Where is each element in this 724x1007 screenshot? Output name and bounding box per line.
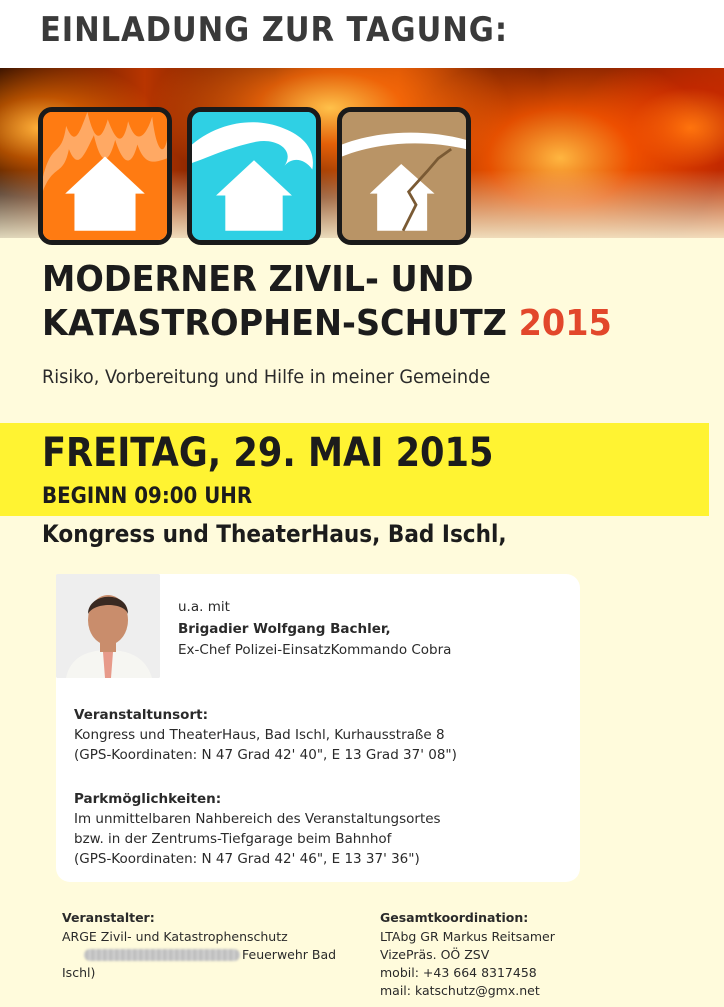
house-fire-icon	[38, 107, 172, 245]
parking-heading: Parkmöglichkeiten:	[74, 791, 222, 807]
organizer-line1: ARGE Zivil- und Katastrophenschutz	[62, 929, 288, 944]
speaker-intro: u.a. mit	[178, 599, 230, 615]
coordination-heading: Gesamtkoordination:	[380, 910, 529, 925]
speaker-photo	[56, 574, 160, 678]
speaker-name: Brigadier Wolfgang Bachler,	[178, 621, 391, 637]
organizer-heading: Veranstalter:	[62, 910, 155, 925]
main-title	[42, 258, 612, 346]
coordination-name: LTAbg GR Markus Reitsamer	[380, 929, 555, 944]
location-heading: Veranstaltunsort:	[74, 707, 208, 723]
subtitle: Risiko, Vorbereitung und Hilfe in meiner Gemeinde	[42, 366, 491, 388]
organizer-line3: Ischl)	[62, 965, 96, 980]
house-flood-icon	[187, 107, 321, 245]
redacted-text	[84, 949, 240, 961]
location-address: Kongress und TheaterHaus, Bad Ischl, Kurhausstraße 8	[74, 727, 445, 743]
main-title-year: 2015	[518, 303, 612, 344]
main-title-line2-text: KATASTROPHEN-SCHUTZ	[42, 303, 507, 344]
organizer-line2: Feuerwehr Bad	[242, 947, 337, 962]
coordination-title: VizePräs. OÖ ZSV	[380, 947, 490, 962]
speaker-role: Ex-Chef Polizei-EinsatzKommando Cobra	[178, 642, 452, 658]
event-venue: Kongress und TheaterHaus, Bad Ischl,	[42, 520, 507, 548]
main-title-line1: MODERNER ZIVIL- UND	[42, 259, 474, 300]
coordination-email: mail: katschutz@gmx.net	[380, 983, 540, 998]
coordination-phone: mobil: +43 664 8317458	[380, 965, 537, 980]
parking-gps: (GPS-Koordinaten: N 47 Grad 42' 46", E 13 37' 36")	[74, 851, 420, 867]
event-begin-time: BEGINN 09:00 UHR	[42, 484, 253, 509]
parking-line1: Im unmittelbaren Nahbereich des Veranstaltungsortes	[74, 811, 441, 827]
house-earthquake-icon	[337, 107, 471, 245]
main-title-line2	[42, 302, 612, 346]
location-gps: (GPS-Koordinaten: N 47 Grad 42' 40", E 13 Grad 37' 08")	[74, 747, 457, 763]
invite-title: EINLADUNG ZUR TAGUNG:	[40, 10, 508, 50]
parking-line2: bzw. in der Zentrums-Tiefgarage beim Bahnhof	[74, 831, 392, 847]
event-date: FREITAG, 29. MAI 2015	[42, 430, 494, 476]
